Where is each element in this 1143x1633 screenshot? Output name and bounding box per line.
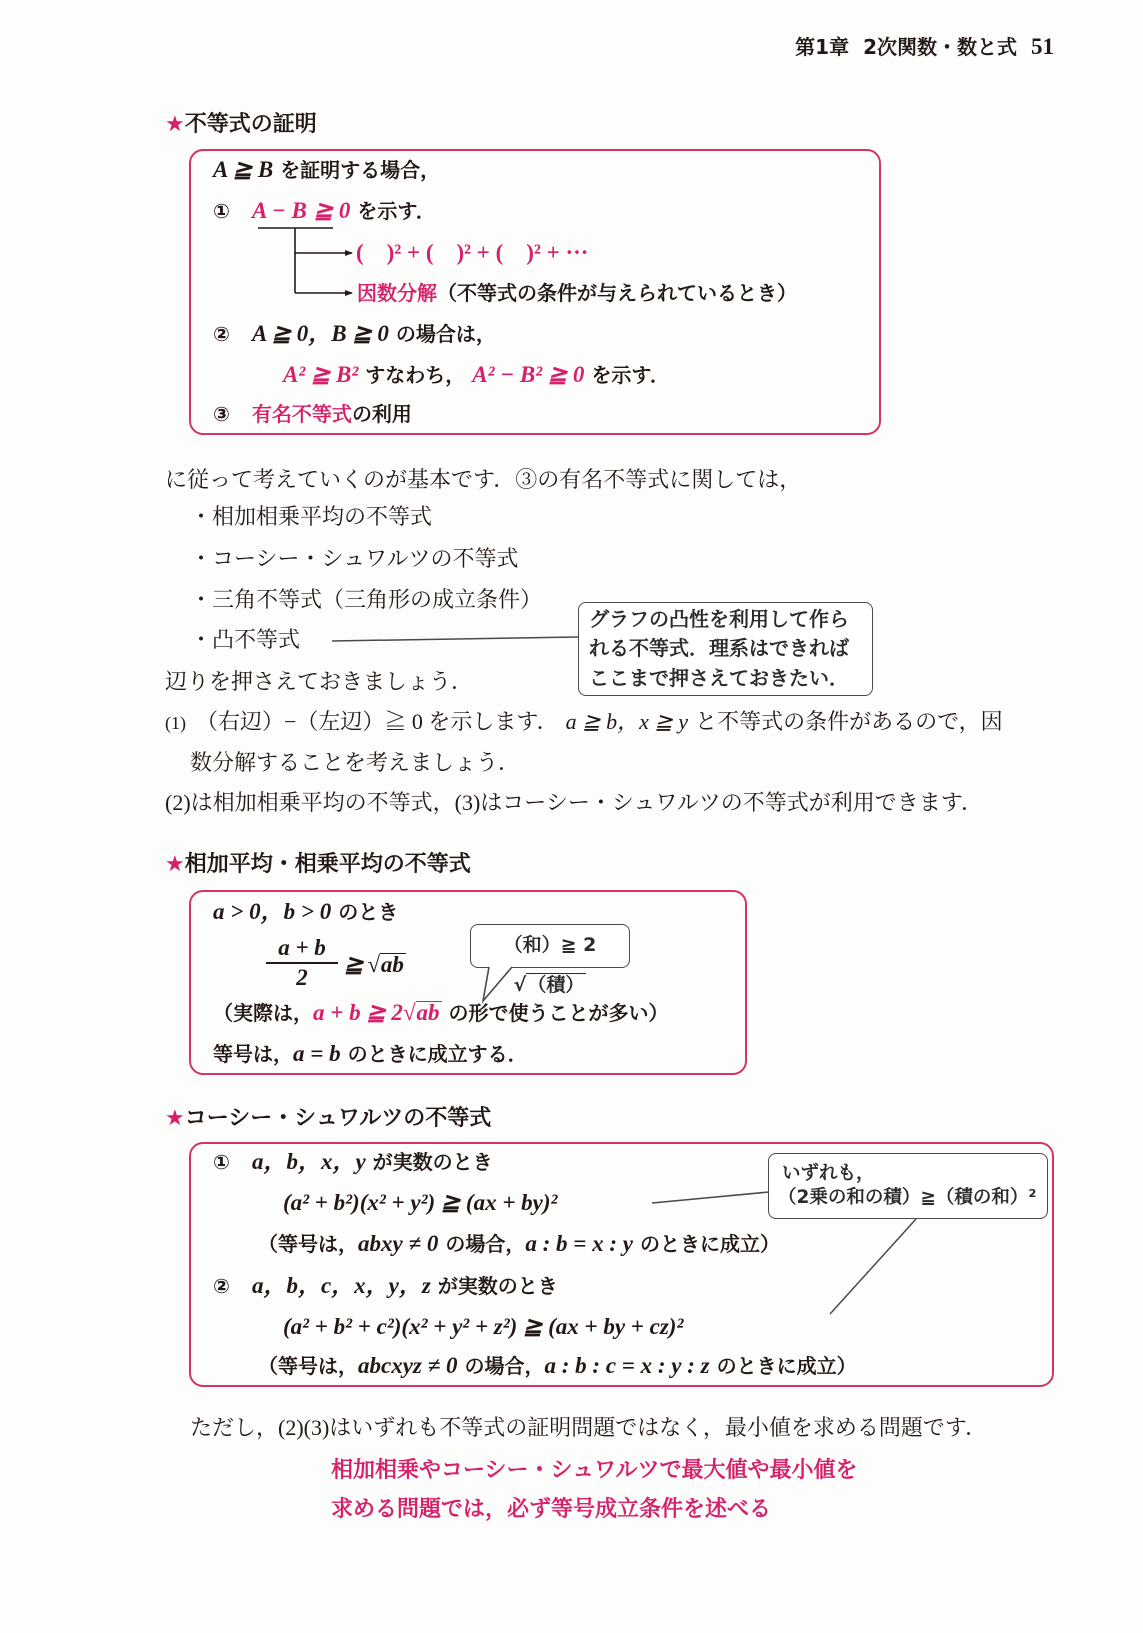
sqrt-sign: √: [513, 974, 527, 996]
eq-close: のときに成立）: [716, 1354, 857, 1378]
fraction-numerator: a + b: [278, 935, 326, 960]
radicand: ab: [416, 1000, 440, 1025]
heading-text: コーシー・シュワルツの不等式: [184, 1106, 492, 1131]
practical-close: の形で使うことが多い）: [448, 1001, 669, 1025]
cs-formula-1: (a² + b²)(x² + y²) ≧ (ax + by)²: [283, 1190, 558, 1215]
list-item-cauchy-schwarz: ・コーシー・シュワルツの不等式: [190, 546, 519, 571]
proof-item-3: [213, 399, 412, 429]
list-item-triangle: ・三角不等式（三角形の成立条件）: [190, 587, 543, 612]
math-positive-condition: a > 0，b > 0: [213, 899, 332, 924]
cs-formula-2: (a² + b² + c²)(x² + y² + z²) ≧ (ax + by + cz)²: [283, 1314, 684, 1339]
eq-open: （等号は，: [258, 1232, 358, 1256]
factorization-condition: （不等式の条件が与えられているとき）: [437, 281, 797, 305]
sqrt-sign: √: [367, 952, 380, 977]
eq-math-nonzero: abcxyz ≠ 0: [358, 1353, 458, 1378]
eq-open: （等号は，: [258, 1354, 358, 1378]
equality-text-a: 等号は，: [213, 1042, 293, 1066]
star-icon: ★: [165, 1106, 185, 1131]
callout-line: いずれも，: [782, 1163, 875, 1184]
emphasis-line-2: 求める問題では，必ず等号成立条件を述べる: [331, 1497, 772, 1522]
equality-text-b: のときに成立する．: [347, 1042, 528, 1066]
heading-text: 相加平均・相乗平均の不等式: [184, 852, 471, 877]
cs-equality-1: [258, 1229, 780, 1259]
amgm-practical-form: [213, 998, 669, 1028]
section-heading-cauchy-schwarz: [165, 1104, 491, 1134]
hint-2: (2)は相加相乗平均の不等式，(3)はコーシー・シュワルツの不等式が利用できます．: [165, 790, 984, 815]
amgm-equality: [213, 1039, 528, 1069]
item-variables: a，b，c，x，y，z: [251, 1273, 431, 1298]
amgm-condition: [213, 897, 398, 927]
star-icon: ★: [165, 112, 185, 137]
proof-item-1: [213, 196, 436, 226]
math-square-difference: A² − B² ≧ 0: [472, 362, 585, 387]
eq-mid: の場合，: [464, 1354, 545, 1378]
square-root: [367, 950, 406, 980]
branch-factorization: [357, 278, 797, 308]
eq-close: のときに成立）: [639, 1232, 780, 1256]
item-number: ③: [213, 402, 230, 426]
practical-math: a + b ≧ 2: [313, 1000, 403, 1025]
item-text: が実数のとき: [437, 1274, 558, 1298]
eq-mid: の場合，: [445, 1232, 526, 1256]
item-variables: a，b，x，y: [251, 1149, 366, 1174]
hint-1-line-1: [165, 707, 1003, 737]
item-number: ①: [213, 199, 230, 223]
item-text: の場合は，: [395, 322, 496, 346]
practical-sqrt: [403, 998, 442, 1028]
item-text: が実数のとき: [372, 1150, 493, 1174]
math-geq-zero: ≧ 0: [313, 198, 351, 223]
cs-equality-2: [258, 1351, 857, 1381]
callout-line: グラフの凸性を利用して作ら: [589, 607, 849, 631]
list-item-convex: ・凸不等式: [190, 627, 301, 652]
hint-math: a ≧ b，x ≧ y: [565, 709, 689, 734]
hint-text-a: （右辺）−（左辺）≧ 0 を示します．: [196, 709, 559, 734]
list-item-amgm: ・相加相乗平均の不等式: [190, 504, 433, 529]
factorization-label: 因数分解: [357, 281, 437, 305]
heading-text: 不等式の証明: [184, 112, 317, 137]
star-icon: ★: [165, 852, 185, 877]
callout-left: （和）≧ 2: [503, 934, 597, 956]
callout-line: （2乗の和の積）≧（積の和）²: [778, 1187, 1037, 1208]
sum-product-callout: [470, 924, 630, 996]
relation-symbol: ≧: [344, 952, 364, 977]
paragraph-close: 辺りを押さえておきましょう．: [165, 669, 474, 694]
radicand: （積）: [527, 974, 585, 996]
equality-math: a = b: [293, 1041, 341, 1066]
intro-text: を証明する場合，: [280, 158, 441, 182]
detail-text-a: すなわち，: [365, 363, 466, 387]
radicand: ab: [380, 952, 404, 977]
hint-text-b: と不等式の条件があるので，因: [695, 709, 1003, 734]
cs-item-1: [213, 1147, 493, 1177]
practical-open: （実際は，: [213, 1001, 313, 1025]
math-square-compare: A² ≧ B²: [283, 362, 359, 387]
paragraph-intro: に従って考えていくのが基本です．③の有名不等式に関しては，: [165, 467, 802, 492]
item-text: の利用: [351, 402, 412, 426]
item-number: ②: [213, 1274, 230, 1298]
eq-math-ratio: a : b = x : y: [525, 1231, 633, 1256]
chapter-label: 第1章: [795, 35, 850, 59]
proof-item-2-detail: [283, 360, 670, 390]
math-a-minus-b: A − B: [251, 198, 307, 223]
chapter-title: 2次関数・数と式: [863, 35, 1017, 59]
branch-sum-of-squares: ( )² + ( )² + ( )² + ···: [356, 240, 589, 265]
emphasis-line-1: 相加相乗やコーシー・シュワルツで最大値や最小値を: [331, 1458, 858, 1483]
math-a-geq-b: A ≧ B: [213, 157, 274, 182]
page-number: 51: [1031, 34, 1054, 59]
callout-line: れる不等式．理系はできれば: [589, 636, 849, 660]
amgm-fraction: [262, 934, 342, 992]
eq-math-nonzero: abxy ≠ 0: [358, 1231, 439, 1256]
condition-text: のとき: [338, 900, 399, 924]
eq-math-ratio: a : b : c = x : y : z: [544, 1353, 710, 1378]
cs-item-2: [213, 1271, 558, 1301]
closing-note: ただし，(2)(3)はいずれも不等式の証明問題ではなく，最小値を求める問題です．: [190, 1415, 988, 1440]
sqrt-sign: √: [402, 1000, 416, 1025]
running-header: [795, 32, 1054, 62]
item-number: ①: [213, 1150, 230, 1174]
callout-line: ここまで押さえておきたい．: [589, 666, 849, 690]
math-nonneg-condition: A ≧ 0，B ≧ 0: [251, 321, 389, 346]
hint-label: (1): [165, 713, 186, 733]
cs-summary-callout: [768, 1153, 1048, 1219]
convex-callout-pointer: [332, 637, 578, 641]
famous-inequality-label: 有名不等式: [251, 402, 352, 426]
proof-item-2: [213, 319, 496, 349]
item-number: ②: [213, 322, 230, 346]
fraction-denominator: 2: [296, 965, 308, 990]
amgm-rhs: [344, 950, 406, 980]
proof-intro: [213, 155, 440, 185]
section-heading-proof: [165, 110, 317, 140]
detail-text-b: を示す．: [591, 363, 670, 387]
convex-note-callout: [578, 602, 873, 696]
item-text: を示す．: [357, 199, 436, 223]
section-heading-amgm: [165, 850, 471, 880]
hint-1-line-2: 数分解することを考えましょう．: [190, 750, 521, 775]
